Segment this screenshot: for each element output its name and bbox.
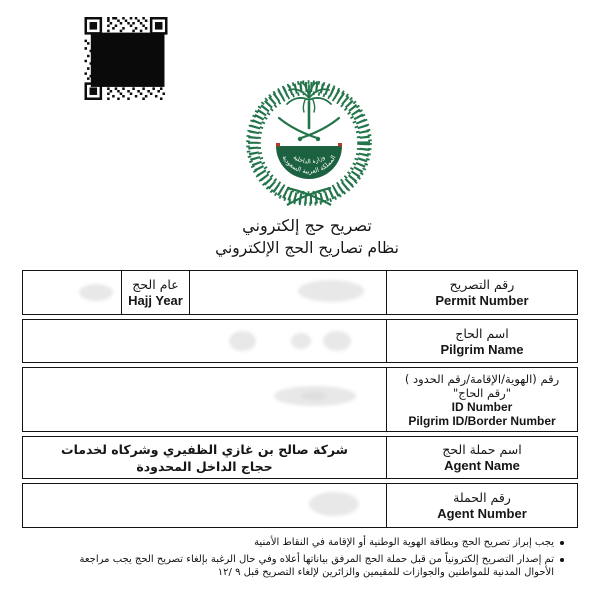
- table-row-agent-number: [22, 483, 578, 528]
- agent-name-value: شركة صالح بن غازي الظفيري وشركاه لخدمات حجاج الداخل المحدودة: [61, 441, 348, 474]
- qr-redaction-overlay: [91, 33, 165, 87]
- banner-text-outer: المملكة العربية السعودية: [280, 153, 338, 176]
- redacted-permit-number-value: [298, 280, 364, 302]
- hajj-year-label: عام الحج Hajj Year: [121, 271, 189, 314]
- emblem-banner: [276, 143, 342, 179]
- ministry-of-interior-emblem-icon: [239, 72, 379, 212]
- footer-notes: [50, 536, 564, 583]
- redacted-pilgrim-name-part: [291, 333, 311, 349]
- footer-note-2: تم إصدار التصريح إلكترونياً من قبل حملة الحج المرفق بياناتها أعلاه وفي حال الرغبة بإلغاء تصريح الحج يجب مراجعة الأحوال المدنية للمواطنين والجوازات للمقيمين والزائرين لإلغاء التصريح قبل ٩ /١٢: [50, 553, 564, 580]
- footer-note-1: يجب إبراز تصريح الحج وبطاقة الهوية الوطنية أو الإقامة في النقاط الأمنية: [50, 536, 564, 550]
- id-number-label: رقم (الهوية/الإقامة/رقم الحدود ) "رقم الحاج" ID Number Pilgrim ID/Border Number: [386, 368, 577, 431]
- redacted-id-number-value-inner: [301, 392, 327, 400]
- pilgrim-name-label: اسم الحاج Pilgrim Name: [386, 320, 577, 362]
- table-row-agent-name: [22, 436, 578, 479]
- qr-code: [80, 17, 172, 100]
- permit-details-table: [22, 270, 578, 532]
- agent-number-label: رقم الحملة Agent Number: [386, 484, 577, 527]
- system-title: نظام تصاريح الحج الإلكتروني: [215, 239, 399, 257]
- pilgrim-name-value-cell: [23, 320, 386, 362]
- permit-number-label: رقم التصريح Permit Number: [386, 271, 577, 314]
- redacted-pilgrim-name-part: [323, 331, 351, 351]
- banner-text-inner: وزارة الداخلية: [291, 153, 327, 166]
- bullet-dot-icon: [560, 558, 564, 562]
- redacted-hajj-year-value: [79, 284, 113, 301]
- hajj-year-value-cell: [23, 271, 121, 314]
- palm-tree-icon: [287, 82, 331, 128]
- agent-name-value-cell: [23, 437, 386, 478]
- permit-number-value-cell: [189, 271, 386, 314]
- redacted-pilgrim-name-part: [229, 331, 256, 351]
- permit-title: تصريح حج إلكتروني: [242, 216, 372, 235]
- bullet-dot-icon: [560, 541, 564, 545]
- id-number-value-cell: [23, 368, 386, 431]
- document-title-block: [7, 214, 600, 260]
- redacted-agent-number-value: [309, 492, 359, 516]
- table-row-pilgrim-name: [22, 319, 578, 363]
- agent-name-label: اسم حملة الحج Agent Name: [386, 437, 577, 478]
- agent-number-value-cell: [23, 484, 386, 527]
- table-row-permit-and-year: [22, 270, 578, 315]
- table-row-id-number: [22, 367, 578, 432]
